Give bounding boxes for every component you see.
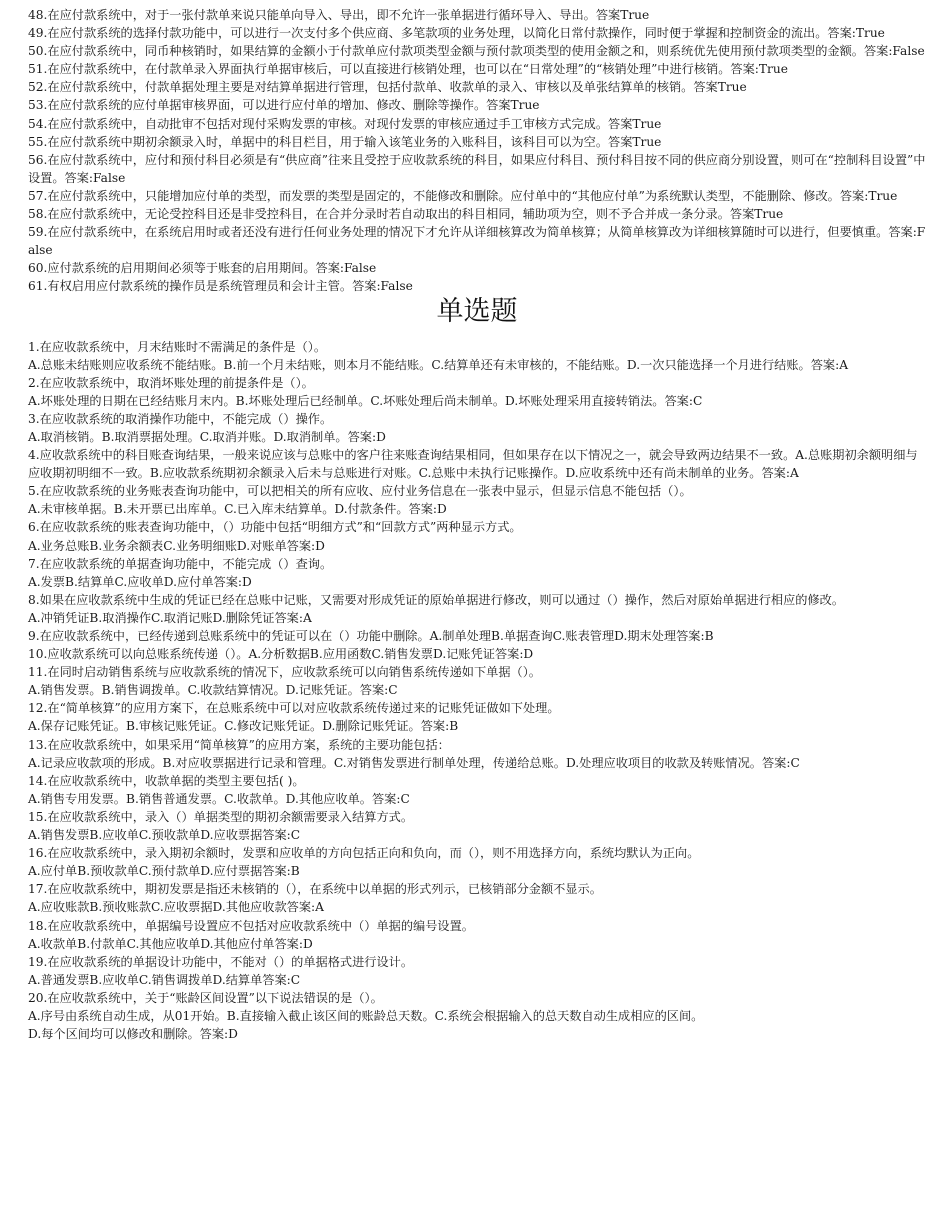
mc-question-5: 5.在应收款系统的业务账表查询功能中，可以把相关的所有应收、应付业务信息在一张表中显示，但显示信息不能包括（）。 [28, 484, 692, 499]
question-50: 50.在应付款系统中，同币种核销时，如果结算的金额小于付款单应付款项类型金额与预付款项类型的使用金额之和，则系统优先使用预付款项类型的金额。答案:False [28, 44, 925, 59]
mc-question-16: 16.在应收款系统中，录入期初余额时，发票和应收单的方向包括正向和负向，而（），则不用选择方向，系统均默认为正向。 [28, 846, 700, 861]
mc-options-15: A.销售发票B.应收单C.预收款单D.应收票据答案:C [28, 828, 301, 843]
mc-options-6: A.业务总账B.业务余额表C.业务明细账D.对账单答案:D [28, 538, 325, 553]
question-60: 60.应付款系统的启用期间必须等于账套的启用期间。答案:False [28, 261, 377, 276]
mc-options-20a: A.序号由系统自动生成，从01开始。B.直接输入截止该区间的账龄总天数。C.系统会根据输入的总天数自动生成相应的区间。 [28, 1008, 704, 1023]
mc-question-3: 3.在应收款系统的取消操作功能中，不能完成（）操作。 [28, 411, 333, 426]
mc-options-7: A.发票B.结算单C.应收单D.应付单答案:D [28, 574, 252, 589]
mc-question-10: 10.应收款系统可以向总账系统传递（）。A.分析数据B.应用函数C.销售发票D.记账凭证答案:D [28, 647, 534, 662]
question-53: 53.在应付款系统的应付单据审核界面，可以进行应付单的增加、修改、删除等操作。答案True [28, 98, 540, 113]
mc-options-3: A.取消核销。B.取消票据处理。C.取消并账。D.取消制单。答案:D [28, 429, 386, 444]
question-49: 49.在应付款系统的选择付款功能中，可以进行一次支付多个供应商、多笔款项的业务处理，以简化日常付款操作，同时便于掌握和控制资金的流出。答案:True [28, 26, 885, 41]
mc-options-16: A.应付单B.预收款单C.预付款单D.应付票据答案:B [28, 864, 300, 879]
section-heading: 单选题 [436, 295, 518, 327]
mc-options-20b: D.每个区间均可以修改和删除。答案:D [28, 1027, 238, 1042]
mc-question-6: 6.在应收款系统的账表查询功能中，（）功能中包括“明细方式”和“回款方式”两种显示方式。 [28, 520, 522, 535]
mc-options-11: A.销售发票。B.销售调拨单。C.收款结算情况。D.记账凭证。答案:C [28, 683, 398, 698]
mc-question-15: 15.在应收款系统中，录入（）单据类型的期初余额需要录入结算方式。 [28, 809, 414, 824]
question-59: 59.在应付款系统中，在系统启用时或者还没有进行任何业务处理的情况下才允许从详细核算改为简单核算；从简单核算改为详细核算随时可以进行，但要慎重。答案:False [28, 225, 926, 258]
question-56: 56.在应付款系统中，应付和预付科目必须是有“供应商”往来且受控于应收款系统的科目，如果应付科目、预付科目按不同的供应商分别设置，则可在“控制科目设置”中设置。答案:False [28, 152, 926, 185]
question-58: 58.在应付款系统中，无论受控科目还是非受控科目，在合并分录时若自动取出的科目相同，辅助项为空，则不予合并成一条分录。答案True [28, 207, 784, 222]
mc-question-17: 17.在应收款系统中，期初发票是指还未核销的（），在系统中以单据的形式列示，已核销部分金额不显示。 [28, 882, 602, 897]
mc-options-2: A.坏账处理的日期在已经结账月末内。B.坏账处理后已经制单。C.坏账处理后尚未制单。D.坏账处理采用直接转销法。答案:C [28, 393, 703, 408]
mc-question-7: 7.在应收款系统的单据查询功能中，不能完成（）查询。 [28, 556, 333, 571]
question-48: 48.在应付款系统中，对于一张付款单来说只能单向导入、导出，即不允许一张单据进行循环导入、导出。答案True [28, 8, 650, 22]
true-false-section [28, 6, 926, 296]
mc-options-13: A.记录应收款项的形成。B.对应收票据进行记录和管理。C.对销售发票进行制单处理，传递给总账。D.处理应收项目的收款及转账情况。答案:C [28, 755, 800, 770]
question-61: 61.有权启用应付款系统的操作员是系统管理员和会计主管。答案:False [28, 279, 413, 294]
mc-options-17: A.应收账款B.预收账款C.应收票据D.其他应收款答案:A [28, 900, 324, 915]
mc-question-14: 14.在应收款系统中，收款单据的类型主要包括( )。 [28, 773, 305, 788]
mc-options-14: A.销售专用发票。B.销售普通发票。C.收款单。D.其他应收单。答案:C [28, 791, 410, 806]
mc-question-4: 4.应收款系统中的科目账查询结果，一般来说应该与总账中的客户往来账查询结果相同，但如果存在以下情况之一，就会导致两边结果不一致。A.总账期初余额明细与应收期初明细不一致。B.应收款系统期初余额录入后未与总账进行对账。C.总账中未执行记账操作。D.应收系统中还有尚未制单的业务。答案:A [28, 448, 918, 481]
mc-options-5: A.未审核单据。B.未开票已出库单。C.已入库未结算单。D.付款条件。答案:D [28, 502, 447, 517]
mc-options-8: A.冲销凭证B.取消操作C.取消记账D.删除凭证答案:A [28, 610, 312, 625]
mc-question-1: 1.在应收款系统中，月末结账时不需满足的条件是（）。 [28, 339, 327, 354]
mc-question-18: 18.在应收款系统中，单据编号设置应不包括对应收款系统中（）单据的编号设置。 [28, 918, 474, 933]
question-52: 52.在应付款系统中，付款单据处理主要是对结算单据进行管理，包括付款单、收款单的录入、审核以及单张结算单的核销。答案True [28, 80, 747, 95]
mc-question-11: 11.在同时启动销售系统与应收款系统的情况下，应收款系统可以向销售系统传递如下单据（）。 [28, 665, 541, 680]
question-54: 54.在应付款系统中，自动批审不包括对现付采购发票的审核。对现付发票的审核应通过手工审核方式完成。答案True [28, 116, 662, 131]
mc-question-8: 8.如果在应收款系统中生成的凭证已经在总账中记账，又需要对形成凭证的原始单据进行修改，则可以通过（）操作，然后对原始单据进行相应的修改。 [28, 592, 845, 607]
mc-options-19: A.普通发票B.应收单C.销售调拨单D.结算单答案:C [28, 972, 301, 987]
multiple-choice-section [28, 338, 926, 1044]
question-51: 51.在应付款系统中，在付款单录入界面执行单据审核后，可以直接进行核销处理，也可以在“日常处理”的“核销处理”中进行核销。答案:True [28, 62, 788, 77]
mc-question-13: 13.在应收款系统中，如果采用“简单核算”的应用方案，系统的主要功能包括： [28, 737, 450, 752]
mc-options-18: A.收款单B.付款单C.其他应收单D.其他应付单答案:D [28, 936, 313, 951]
mc-question-20: 20.在应收款系统中，关于“账龄区间设置”以下说法错误的是（）。 [28, 990, 383, 1005]
mc-question-2: 2.在应收款系统中，取消坏账处理的前提条件是（）。 [28, 375, 314, 390]
mc-question-19: 19.在应收款系统的单据设计功能中，不能对（）的单据格式进行设计。 [28, 954, 414, 969]
mc-question-9: 9.在应收款系统中，已经传递到总账系统中的凭证可以在（）功能中删除。A.制单处理B.单据查询C.账表管理D.期末处理答案:B [28, 629, 714, 643]
question-57: 57.在应付款系统中，只能增加应付单的类型，而发票的类型是固定的，不能修改和删除。应付单中的“其他应付单”为系统默认类型，不能删除、修改。答案:True [28, 188, 898, 203]
mc-question-12: 12.在“简单核算”的应用方案下，在总账系统中可以对应收款系统传递过来的记账凭证做如下处理。 [28, 701, 560, 716]
mc-options-12: A.保存记账凭证。B.审核记账凭证。C.修改记账凭证。D.删除记账凭证。答案:B [28, 719, 459, 734]
question-55: 55.在应付款系统中期初余额录入时，单据中的科目栏目，用于输入该笔业务的入账科目，该科目可以为空。答案True [28, 134, 662, 149]
mc-options-1: A.总账未结账则应收系统不能结账。B.前一个月未结账，则本月不能结账。C.结算单还有未审核的，不能结账。D.一次只能选择一个月进行结账。答案:A [28, 357, 849, 372]
